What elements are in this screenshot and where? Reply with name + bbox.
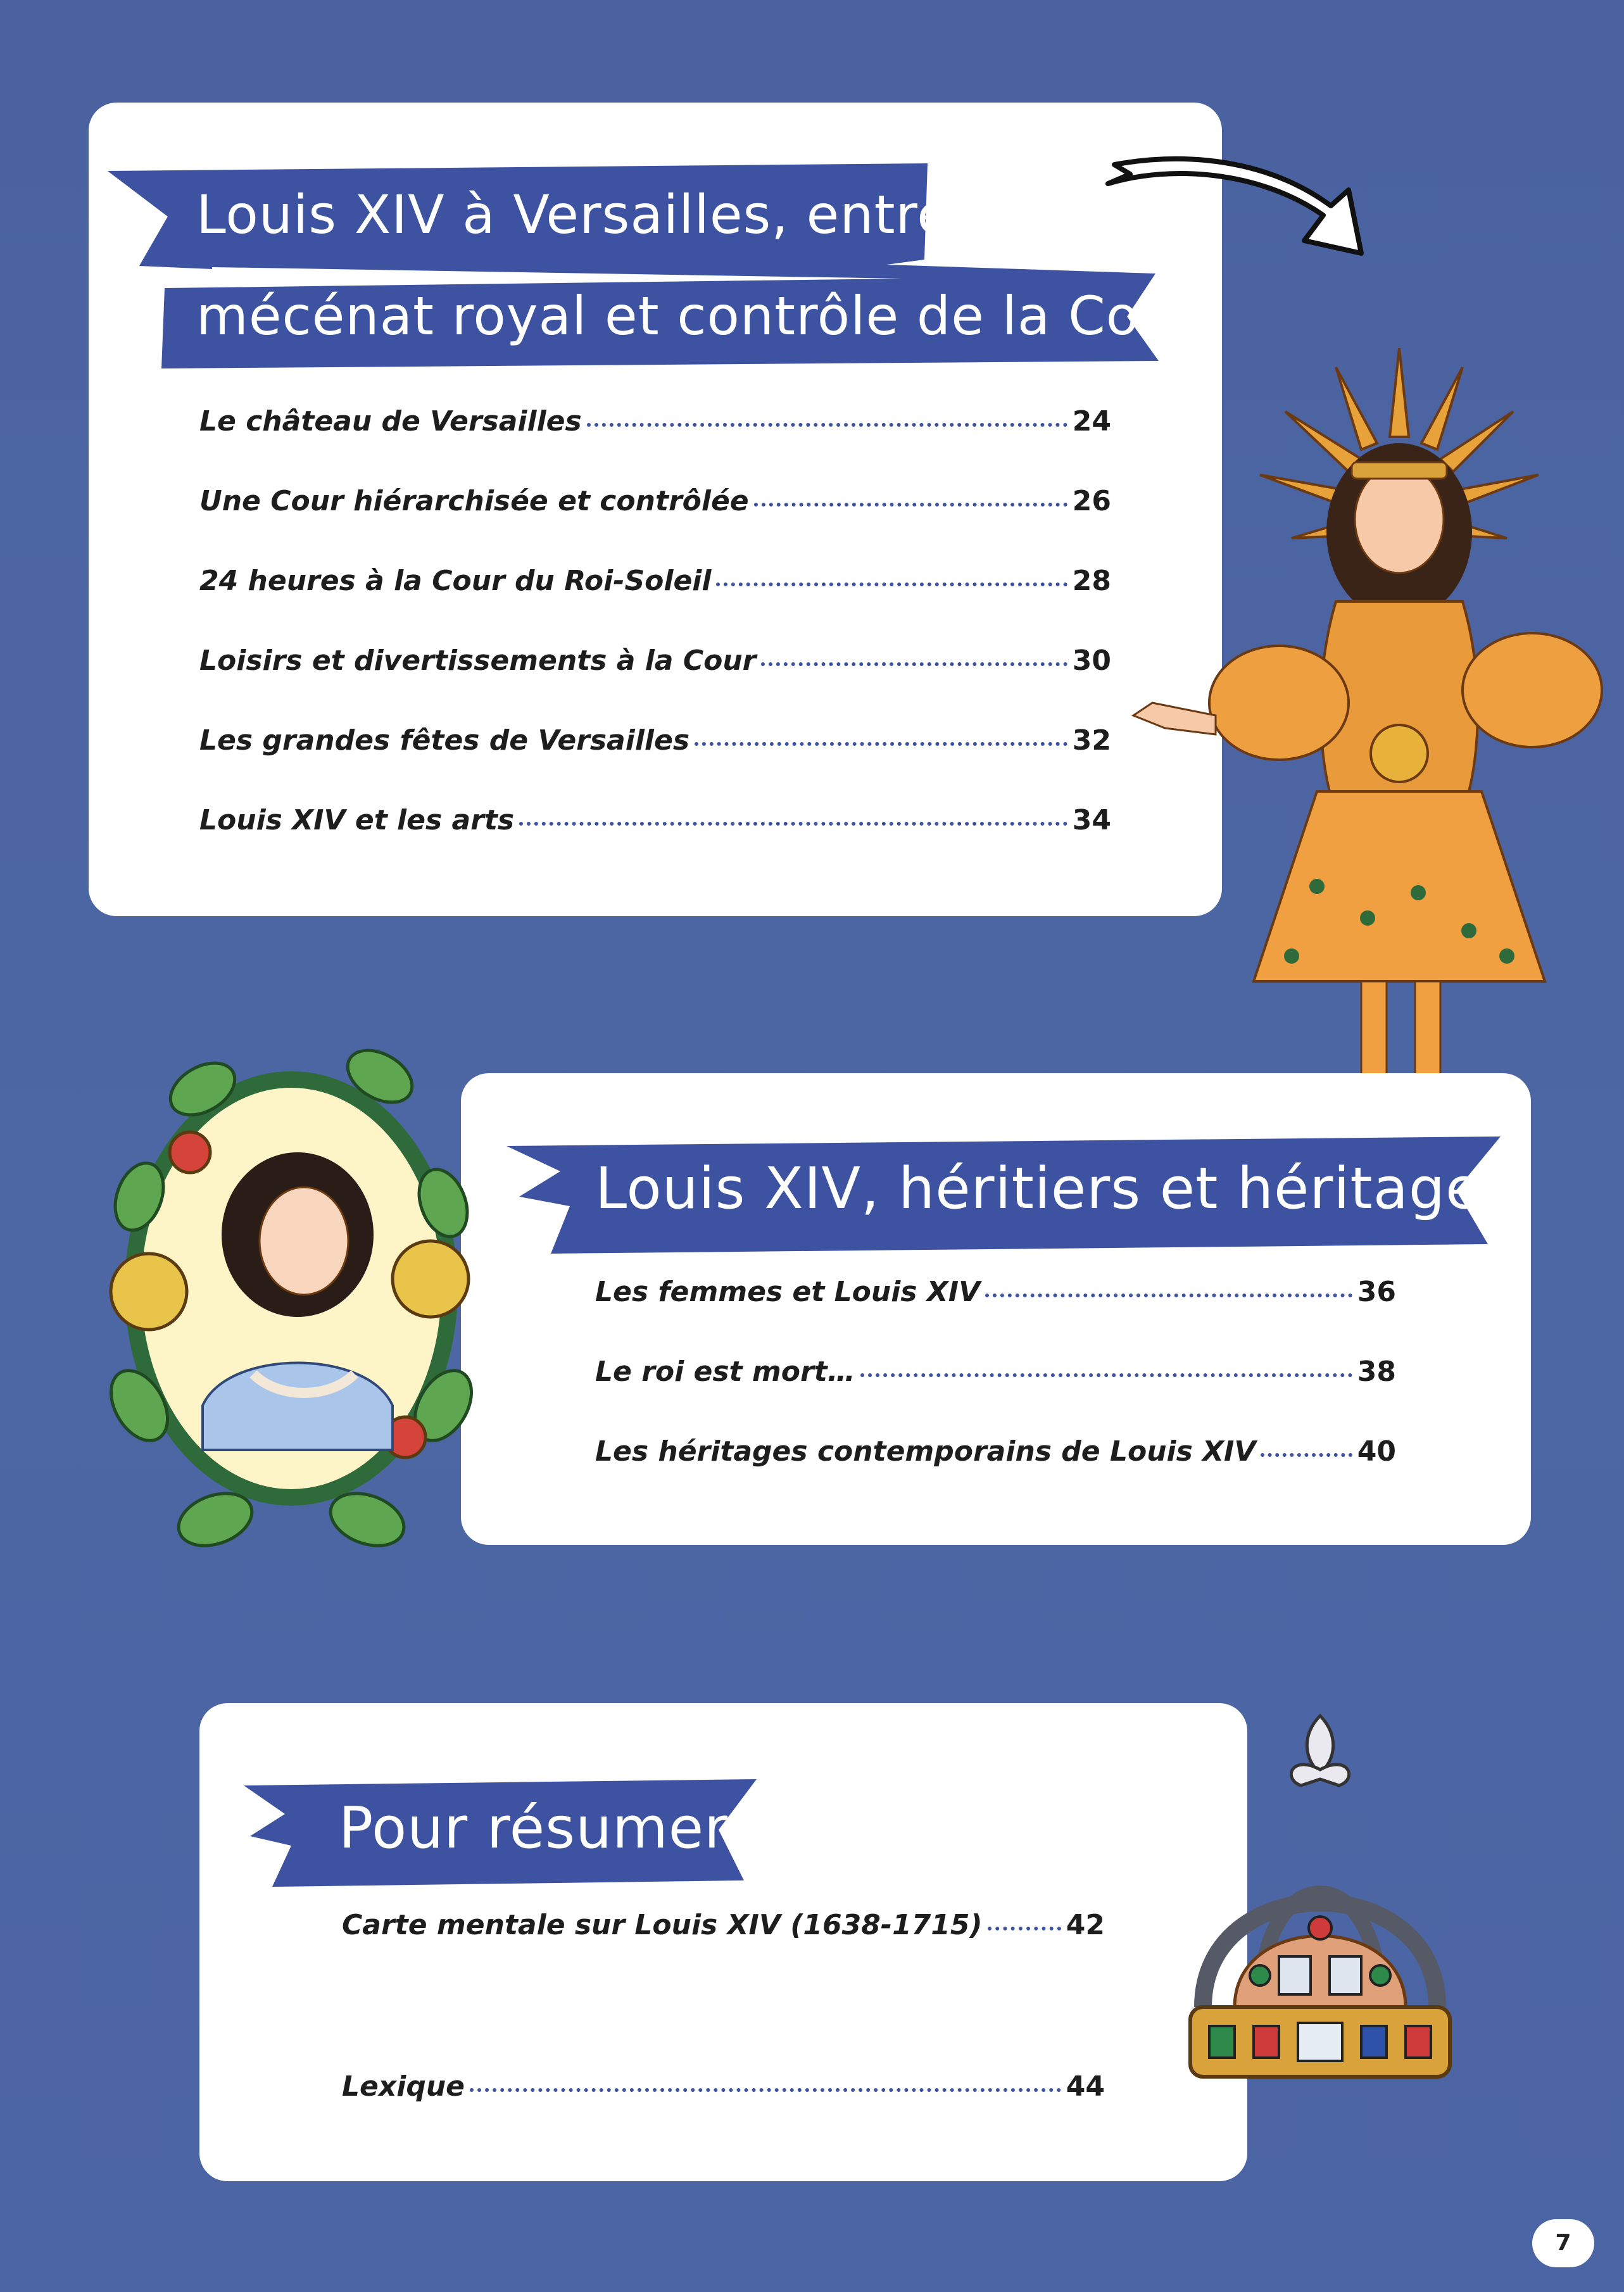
- toc-card-summary: [199, 1703, 1247, 2181]
- dot-leader: [1261, 1453, 1352, 1457]
- dot-leader: [988, 1927, 1061, 1930]
- toc-item-label: Les grandes fêtes de Versailles: [199, 724, 690, 757]
- royal-crown-illustration: [1165, 1710, 1475, 2127]
- dot-leader: [695, 742, 1067, 746]
- toc-item-page: 36: [1357, 1276, 1396, 1308]
- toc-item[interactable]: [199, 804, 1111, 836]
- toc-item-label: 24 heures à la Cour du Roi-Soleil: [199, 565, 712, 597]
- toc-item-label: Le roi est mort…: [595, 1356, 855, 1388]
- toc-item-page: 38: [1357, 1356, 1396, 1388]
- dot-leader: [985, 1294, 1352, 1297]
- toc-item-page: 28: [1072, 565, 1111, 597]
- toc-item[interactable]: [199, 485, 1111, 517]
- toc-item-page: 32: [1072, 724, 1111, 757]
- dot-leader: [754, 503, 1067, 507]
- toc-item-page: 44: [1066, 2070, 1105, 2103]
- toc-item[interactable]: [199, 724, 1111, 757]
- toc-item[interactable]: [595, 1356, 1396, 1388]
- toc-item-label: Loisirs et divertissements à la Cour: [199, 645, 757, 677]
- toc-item-page: 30: [1072, 645, 1111, 677]
- dot-leader: [860, 1373, 1352, 1377]
- toc-item[interactable]: [595, 1435, 1396, 1468]
- toc-item-page: 34: [1072, 804, 1111, 836]
- section-title-line-2: mécénat royal et contrôle de la Cour: [196, 285, 1196, 347]
- toc-item-label: Une Cour hiérarchisée et contrôlée: [199, 485, 749, 517]
- curved-arrow-icon: [1095, 146, 1374, 291]
- toc-item-page: 40: [1357, 1435, 1396, 1468]
- section-title-line-1: Louis XIV, héritiers et héritages: [595, 1155, 1512, 1222]
- dot-leader: [519, 822, 1067, 826]
- dot-leader: [587, 423, 1067, 427]
- toc-item[interactable]: [199, 565, 1111, 597]
- toc-item-label: Louis XIV et les arts: [199, 804, 515, 836]
- toc-item-page: 24: [1072, 405, 1111, 438]
- section-banner-heritage: [500, 1137, 1512, 1257]
- toc-item-label: Carte mentale sur Louis XIV (1638-1715): [342, 1909, 983, 1941]
- lady-portrait-illustration: [89, 994, 494, 1583]
- toc-item-page: 26: [1072, 485, 1111, 517]
- section-title-line-1: Pour résumer: [339, 1795, 729, 1861]
- page-number: 7: [1532, 2219, 1594, 2267]
- dot-leader: [470, 2088, 1061, 2092]
- toc-item[interactable]: [199, 405, 1111, 438]
- section-banner-summary: [237, 1779, 763, 1890]
- sun-king-costume-illustration: [1127, 348, 1624, 1076]
- toc-item[interactable]: [595, 1276, 1396, 1308]
- toc-item-label: Les femmes et Louis XIV: [595, 1276, 981, 1308]
- toc-item-label: Lexique: [342, 2070, 465, 2103]
- toc-item-label: Le château de Versailles: [199, 405, 582, 438]
- dot-leader: [761, 662, 1067, 666]
- toc-item-page: 42: [1066, 1909, 1105, 1941]
- section-title-line-1: Louis XIV à Versailles, entre: [196, 184, 950, 246]
- toc-item-label: Les héritages contemporains de Louis XIV: [595, 1435, 1256, 1468]
- section-banner-versailles: [101, 158, 1196, 374]
- toc-item[interactable]: [342, 1909, 1105, 1941]
- toc-item[interactable]: [199, 645, 1111, 677]
- dot-leader: [716, 582, 1067, 586]
- toc-item[interactable]: [342, 2070, 1105, 2103]
